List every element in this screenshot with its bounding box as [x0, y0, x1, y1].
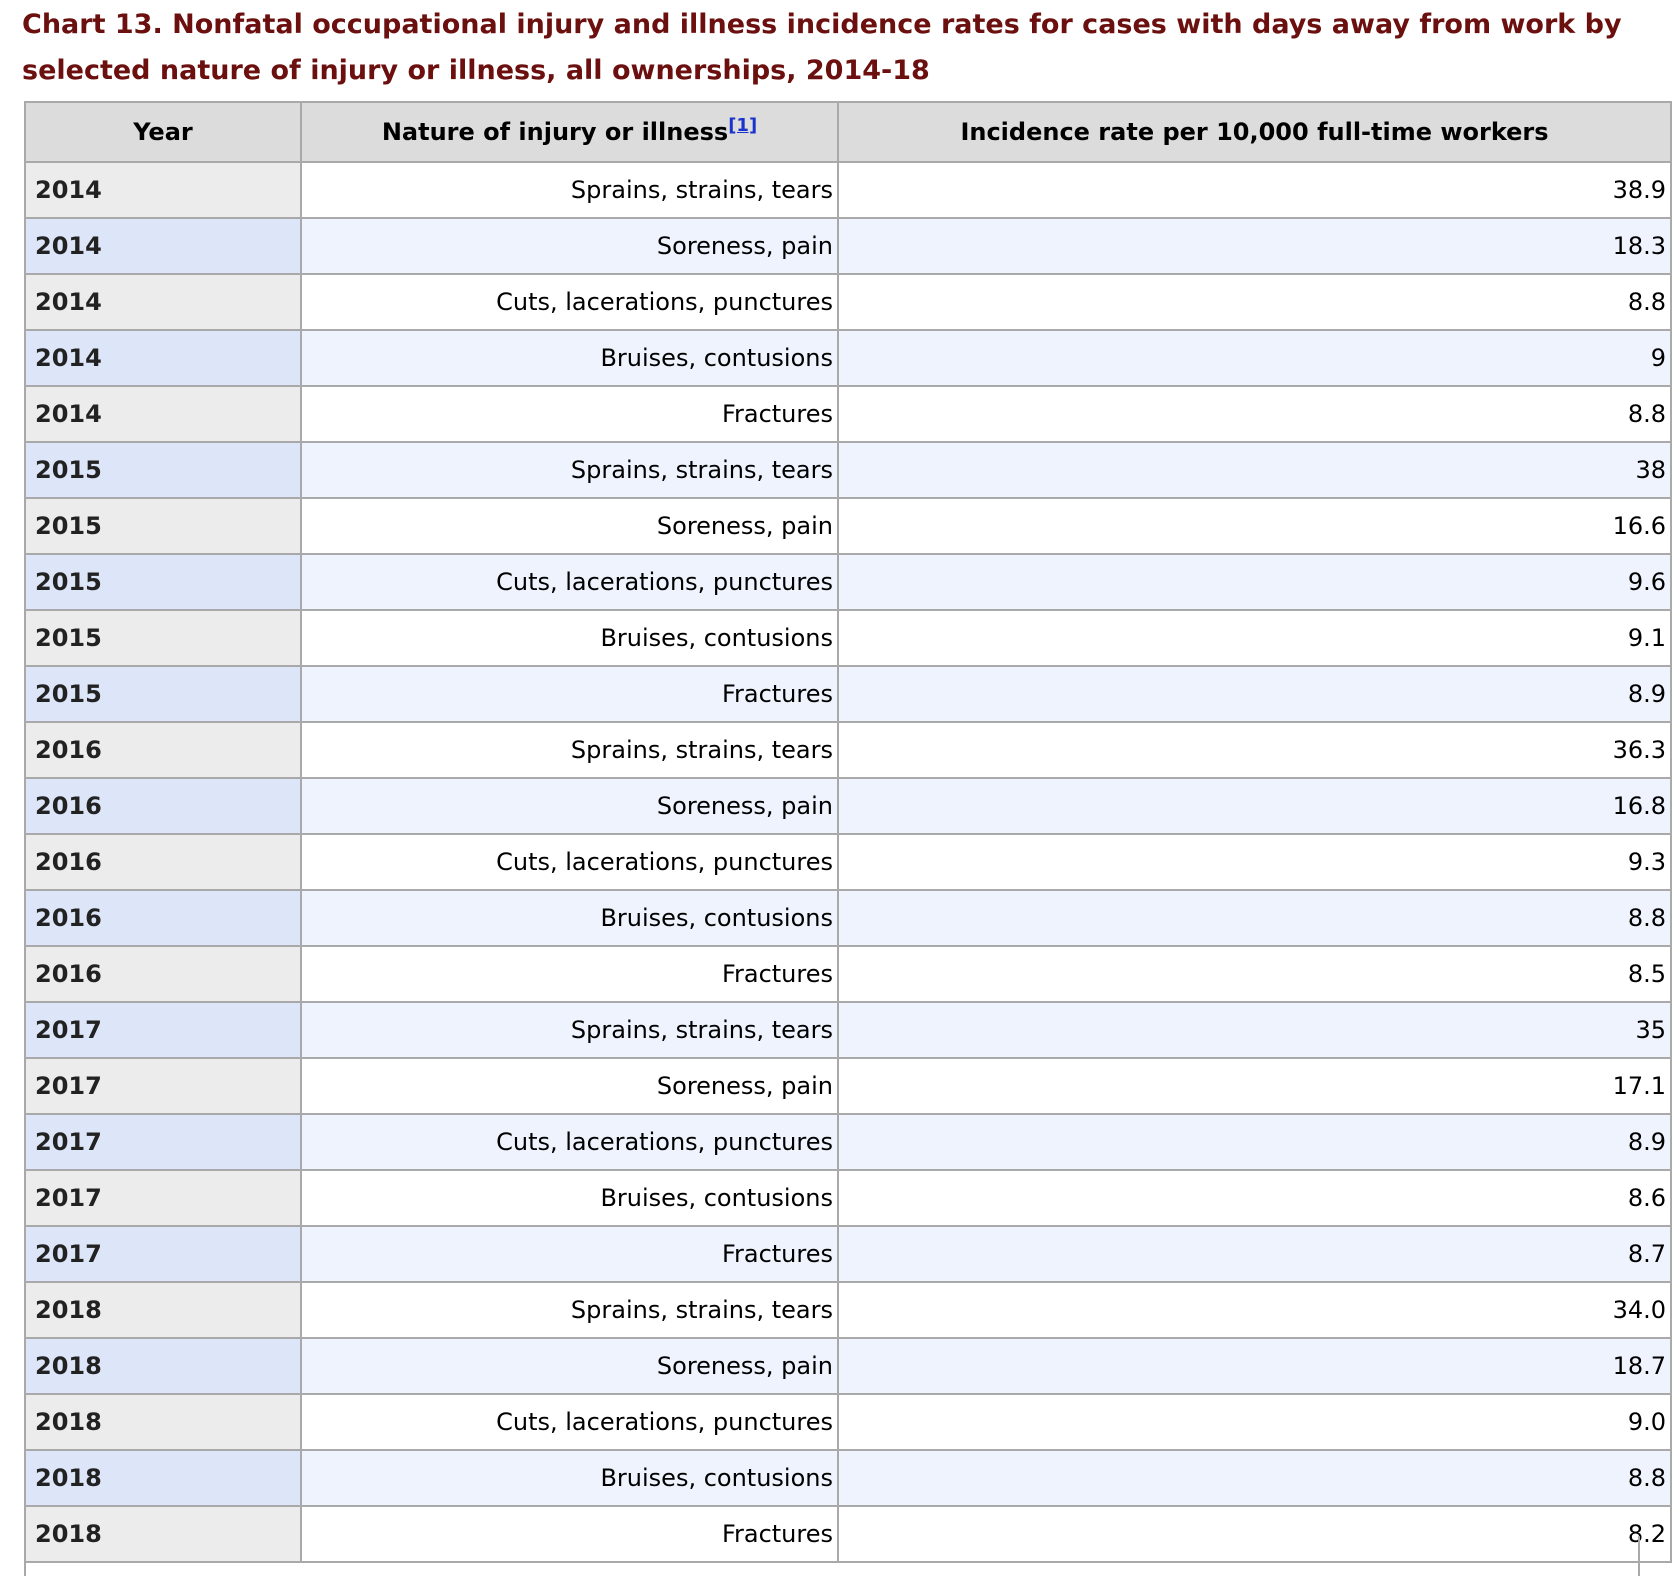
cell-year: 2018 — [25, 1394, 301, 1450]
cell-nature: Sprains, strains, tears — [301, 162, 838, 218]
cell-year: 2015 — [25, 610, 301, 666]
cell-year: 2017 — [25, 1226, 301, 1282]
cell-year: 2015 — [25, 498, 301, 554]
cell-rate: 8.2 — [838, 1506, 1671, 1562]
cell-rate: 16.8 — [838, 778, 1671, 834]
footnote-link[interactable]: [1] — [728, 115, 758, 136]
cell-nature: Fractures — [301, 1226, 838, 1282]
cell-year: 2016 — [25, 946, 301, 1002]
incidence-rate-table — [24, 101, 1672, 1563]
table-row — [25, 1226, 1671, 1282]
cell-nature: Fractures — [301, 946, 838, 1002]
table-row — [25, 162, 1671, 218]
cell-rate: 35 — [838, 1002, 1671, 1058]
cell-nature: Sprains, strains, tears — [301, 1282, 838, 1338]
cell-rate: 18.3 — [838, 218, 1671, 274]
cell-nature: Cuts, lacerations, punctures — [301, 274, 838, 330]
cell-year: 2016 — [25, 890, 301, 946]
cell-rate: 36.3 — [838, 722, 1671, 778]
cell-rate: 9.0 — [838, 1394, 1671, 1450]
cell-rate: 8.9 — [838, 666, 1671, 722]
table-row — [25, 946, 1671, 1002]
column-header-year: Year — [25, 102, 301, 162]
cell-nature: Bruises, contusions — [301, 1170, 838, 1226]
cell-year: 2016 — [25, 722, 301, 778]
table-row — [25, 722, 1671, 778]
table-row — [25, 890, 1671, 946]
cell-year: 2015 — [25, 666, 301, 722]
table-row — [25, 1058, 1671, 1114]
cell-nature: Soreness, pain — [301, 1058, 838, 1114]
cell-nature: Soreness, pain — [301, 498, 838, 554]
cell-rate: 8.8 — [838, 386, 1671, 442]
cell-rate: 8.7 — [838, 1226, 1671, 1282]
table-row — [25, 1338, 1671, 1394]
table-header-row — [25, 102, 1671, 162]
cell-rate: 8.8 — [838, 1450, 1671, 1506]
table-row — [25, 330, 1671, 386]
cell-year: 2018 — [25, 1338, 301, 1394]
cell-year: 2018 — [25, 1450, 301, 1506]
cell-nature: Bruises, contusions — [301, 1450, 838, 1506]
cell-nature: Cuts, lacerations, punctures — [301, 554, 838, 610]
cell-nature: Soreness, pain — [301, 778, 838, 834]
cell-nature: Cuts, lacerations, punctures — [301, 1114, 838, 1170]
cell-rate: 38.9 — [838, 162, 1671, 218]
cell-rate: 8.9 — [838, 1114, 1671, 1170]
cell-nature: Cuts, lacerations, punctures — [301, 1394, 838, 1450]
table-row — [25, 442, 1671, 498]
cell-nature: Sprains, strains, tears — [301, 442, 838, 498]
table-row — [25, 834, 1671, 890]
cell-year: 2017 — [25, 1058, 301, 1114]
cell-rate: 8.5 — [838, 946, 1671, 1002]
cell-year: 2014 — [25, 386, 301, 442]
cell-nature: Bruises, contusions — [301, 890, 838, 946]
column-header-nature-label: Nature of injury or illness — [381, 118, 729, 146]
cell-year: 2016 — [25, 778, 301, 834]
table-row — [25, 1394, 1671, 1450]
cell-year: 2017 — [25, 1170, 301, 1226]
table-row — [25, 1282, 1671, 1338]
cell-rate: 34.0 — [838, 1282, 1671, 1338]
cell-year: 2017 — [25, 1002, 301, 1058]
cell-nature: Soreness, pain — [301, 1338, 838, 1394]
cell-nature: Bruises, contusions — [301, 610, 838, 666]
table-row — [25, 386, 1671, 442]
table-row — [25, 274, 1671, 330]
column-header-nature — [301, 102, 838, 162]
cell-rate: 38 — [838, 442, 1671, 498]
table-row — [25, 554, 1671, 610]
cell-rate: 8.8 — [838, 274, 1671, 330]
cell-nature: Sprains, strains, tears — [301, 722, 838, 778]
table-row — [25, 1170, 1671, 1226]
column-header-rate: Incidence rate per 10,000 full-time workers — [838, 102, 1671, 162]
table-row — [25, 1114, 1671, 1170]
table-row — [25, 610, 1671, 666]
cell-year: 2017 — [25, 1114, 301, 1170]
cell-nature: Cuts, lacerations, punctures — [301, 834, 838, 890]
cell-year: 2014 — [25, 330, 301, 386]
cell-rate: 9.6 — [838, 554, 1671, 610]
cell-year: 2015 — [25, 554, 301, 610]
table-row — [25, 666, 1671, 722]
cell-year: 2016 — [25, 834, 301, 890]
table-body — [25, 162, 1671, 1562]
table-row — [25, 778, 1671, 834]
table-row — [25, 1002, 1671, 1058]
table-row — [25, 498, 1671, 554]
table-row — [25, 218, 1671, 274]
cell-rate: 9 — [838, 330, 1671, 386]
cell-year: 2018 — [25, 1282, 301, 1338]
cell-year: 2014 — [25, 162, 301, 218]
cell-nature: Fractures — [301, 1506, 838, 1562]
cell-nature: Sprains, strains, tears — [301, 1002, 838, 1058]
table-row — [25, 1450, 1671, 1506]
cell-nature: Fractures — [301, 386, 838, 442]
cell-rate: 9.3 — [838, 834, 1671, 890]
cell-rate: 17.1 — [838, 1058, 1671, 1114]
cell-year: 2014 — [25, 274, 301, 330]
cell-rate: 18.7 — [838, 1338, 1671, 1394]
cell-nature: Fractures — [301, 666, 838, 722]
cell-year: 2018 — [25, 1506, 301, 1562]
cell-year: 2015 — [25, 442, 301, 498]
table-bottom-edge — [24, 1536, 1640, 1576]
cell-rate: 8.6 — [838, 1170, 1671, 1226]
cell-rate: 8.8 — [838, 890, 1671, 946]
chart-caption: Chart 13. Nonfatal occupational injury and illness incidence rates for cases with days away from work by selected nature of injury or illness, all ownerships, 2014-18 — [22, 9, 1622, 86]
cell-nature: Bruises, contusions — [301, 330, 838, 386]
cell-rate: 16.6 — [838, 498, 1671, 554]
cell-rate: 9.1 — [838, 610, 1671, 666]
cell-year: 2014 — [25, 218, 301, 274]
cell-nature: Soreness, pain — [301, 218, 838, 274]
